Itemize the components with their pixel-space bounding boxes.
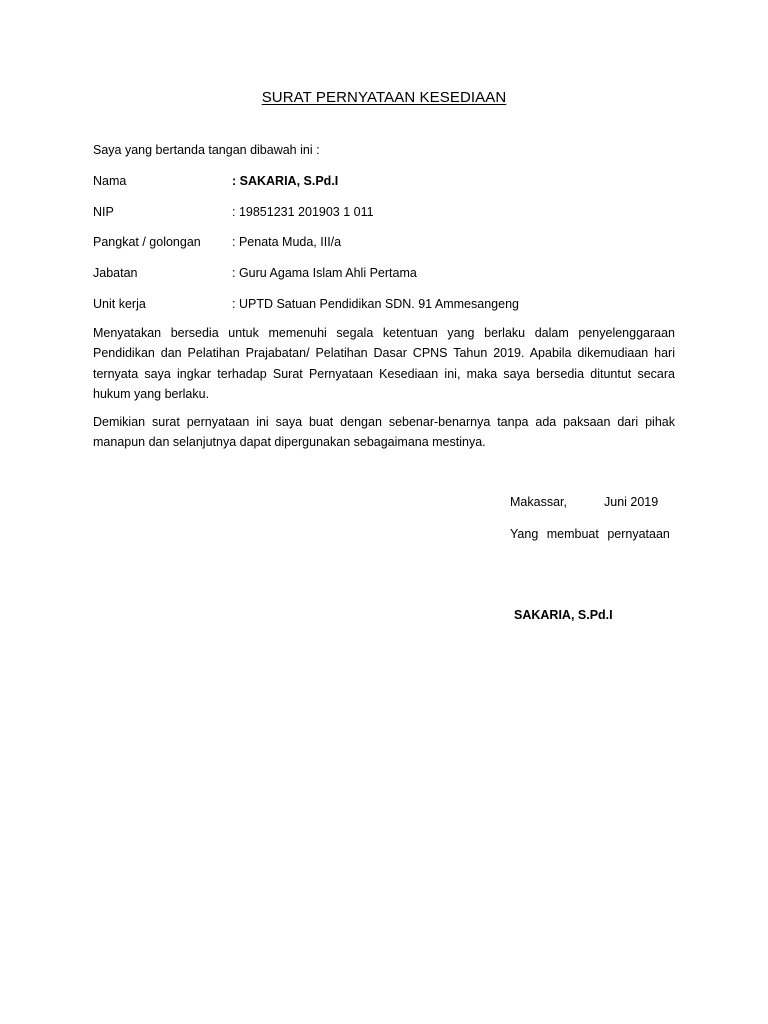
field-label-unit-kerja: Unit kerja bbox=[93, 297, 146, 311]
date-text: Juni 2019 bbox=[604, 495, 659, 509]
field-label-nip: NIP bbox=[93, 205, 114, 219]
field-label-nama: Nama bbox=[93, 174, 127, 188]
field-row-pangkat bbox=[93, 232, 683, 252]
field-value-nama: : SAKARIA, S.Pd.I bbox=[232, 171, 338, 191]
field-label-pangkat: Pangkat / golongan bbox=[93, 235, 201, 249]
field-row-unit-kerja bbox=[93, 294, 683, 314]
closing-paragraph: Demikian surat pernyataan ini saya buat dengan sebenar-benarnya tanpa ada paksaan dari pihak manapun dan selanjutnya dapat dipergunakan sebagaimana mestinya. bbox=[93, 415, 675, 450]
field-row-nip bbox=[93, 202, 683, 222]
document-title: SURAT PERNYATAAN KESEDIAAN bbox=[261, 89, 507, 106]
field-value-pangkat: : Penata Muda, III/a bbox=[232, 232, 341, 252]
place-text: Makassar, bbox=[510, 495, 567, 509]
field-row-nama bbox=[93, 171, 683, 191]
field-value-nip: : 19851231 201903 1 011 bbox=[232, 202, 374, 222]
intro-text: Saya yang bertanda tangan dibawah ini : bbox=[93, 143, 320, 157]
signer-name: SAKARIA, S.Pd.I bbox=[514, 608, 613, 622]
field-value-unit-kerja: : UPTD Satuan Pendidikan SDN. 91 Ammesangeng bbox=[232, 294, 519, 314]
field-label-jabatan: Jabatan bbox=[93, 266, 138, 280]
field-value-jabatan: : Guru Agama Islam Ahli Pertama bbox=[232, 263, 417, 283]
statement-paragraph: Menyatakan bersedia untuk memenuhi segala ketentuan yang berlaku dalam penyelenggaraan Pendidikan dan Pelatihan Prajabatan/ Pelatihan Dasar CPNS Tahun 2019. Apabila dikemudiaan hari ternyata saya ingkar terhadap Surat Pernyataan Kesediaan ini, maka saya bersedia dituntut secara hukum yang berlaku. bbox=[93, 326, 675, 402]
maker-label: Yang membuat pernyataan bbox=[510, 527, 670, 541]
field-row-jabatan bbox=[93, 263, 683, 283]
